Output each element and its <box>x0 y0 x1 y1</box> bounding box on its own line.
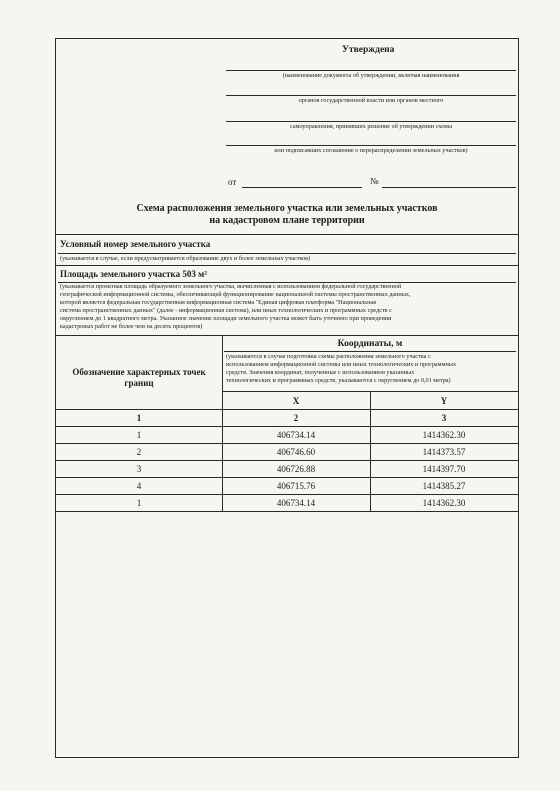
area-note-line: географической информационной системы, обеспечивающей функционирование национальной системы пространственных данных, <box>60 291 411 298</box>
row-x: 406746.60 <box>276 447 316 457</box>
table-bottom-border <box>56 511 518 512</box>
row-point: 3 <box>136 464 142 474</box>
coordinates-note-line: технологических и программных средств, указываются с округлением до 0,01 метра) <box>226 377 451 384</box>
numbering-row-top <box>56 409 518 410</box>
area-note-line: система пространственных данных" (далее - информационная система), или иных технологических и программных средств с <box>60 307 392 314</box>
approval-line-2 <box>226 95 516 96</box>
coordinates-header-line <box>224 351 516 352</box>
row-y: 1414362.30 <box>422 498 466 508</box>
approval-line-3 <box>226 121 516 122</box>
date-line <box>242 187 362 188</box>
row-y: 1414385.27 <box>422 481 466 491</box>
coordinates-note-line: использованием информационной системы или иных технологических и программных <box>226 361 457 368</box>
row-y: 1414397.70 <box>422 464 466 474</box>
area-note-line: (указывается проектная площадь образуемого земельного участка, вычисленная с использованием федеральной государственной <box>60 283 402 290</box>
col-y-header: Y <box>440 396 448 406</box>
approval-caption-4: или подписавших соглашение о перераспределении земельных участков) <box>274 147 468 154</box>
table-row-border <box>56 443 518 444</box>
section-divider-1 <box>56 234 518 235</box>
row-point: 1 <box>136 430 142 440</box>
section-divider-2 <box>56 265 518 266</box>
area-note-line: которой является федеральная государственная информационная система "Единая цифровая платформа "Национальная <box>60 299 377 306</box>
coordinates-header: Координаты, м <box>337 339 403 349</box>
number-label: № <box>370 176 379 186</box>
approval-line-1 <box>226 70 516 71</box>
table-row-border <box>56 426 518 427</box>
document-title-line-2: на кадастровом плане территории <box>209 215 365 226</box>
conditional-number-note: (указывается в случае, если предусматривается образование двух и более земельных участков) <box>60 255 311 262</box>
row-point: 4 <box>136 481 142 491</box>
form-frame <box>55 38 519 758</box>
approval-line-4 <box>226 145 516 146</box>
document-title-line-1: Схема расположения земельного участка или земельных участков <box>136 203 438 214</box>
conditional-number-heading: Условный номер земельного участка <box>60 239 211 249</box>
area-note-line: кадастровых работ не более чем на десять процентов) <box>60 323 203 330</box>
date-label: от <box>228 177 237 187</box>
approval-caption-1: (наименование документа об утверждении, включая наименования <box>282 72 460 79</box>
conditional-number-line <box>58 253 516 254</box>
table-row-border <box>56 494 518 495</box>
coordinates-note-line: средств. Значения координат, полученные с использованием указанных <box>226 369 415 376</box>
approval-caption-2: органов государственной власти или органов местного <box>298 97 444 104</box>
area-note-line: округлением до 1 квадратного метра. Указанное значение площади земельного участка может быть уточнено при проведении <box>60 315 392 322</box>
table-top-border <box>56 335 518 336</box>
col-number-3: 3 <box>441 413 447 423</box>
points-column-header: Обозначение характерных точек границ <box>72 367 206 388</box>
row-point: 1 <box>136 498 142 508</box>
row-y: 1414362.30 <box>422 430 466 440</box>
coordinates-note-line: (указываются в случае подготовки схемы расположения земельного участка с <box>226 353 431 360</box>
row-x: 406726.88 <box>276 464 316 474</box>
row-y: 1414373.57 <box>422 447 466 457</box>
area-note <box>60 283 516 331</box>
col-x-header: X <box>292 396 300 406</box>
area-heading: Площадь земельного участка 503 м² <box>60 269 207 279</box>
col-number-1: 1 <box>136 413 142 423</box>
table-row-border <box>56 477 518 478</box>
row-x: 406734.14 <box>276 430 316 440</box>
number-line <box>382 187 516 188</box>
row-point: 2 <box>136 447 142 457</box>
approval-title: Утверждена <box>342 45 395 55</box>
row-x: 406734.14 <box>276 498 316 508</box>
coordinates-note <box>226 353 516 385</box>
row-x: 406715.76 <box>276 481 316 491</box>
col-number-2: 2 <box>293 413 299 423</box>
approval-caption-3: самоуправления, принявших решение об утверждении схемы <box>290 123 452 130</box>
table-row-border <box>56 460 518 461</box>
